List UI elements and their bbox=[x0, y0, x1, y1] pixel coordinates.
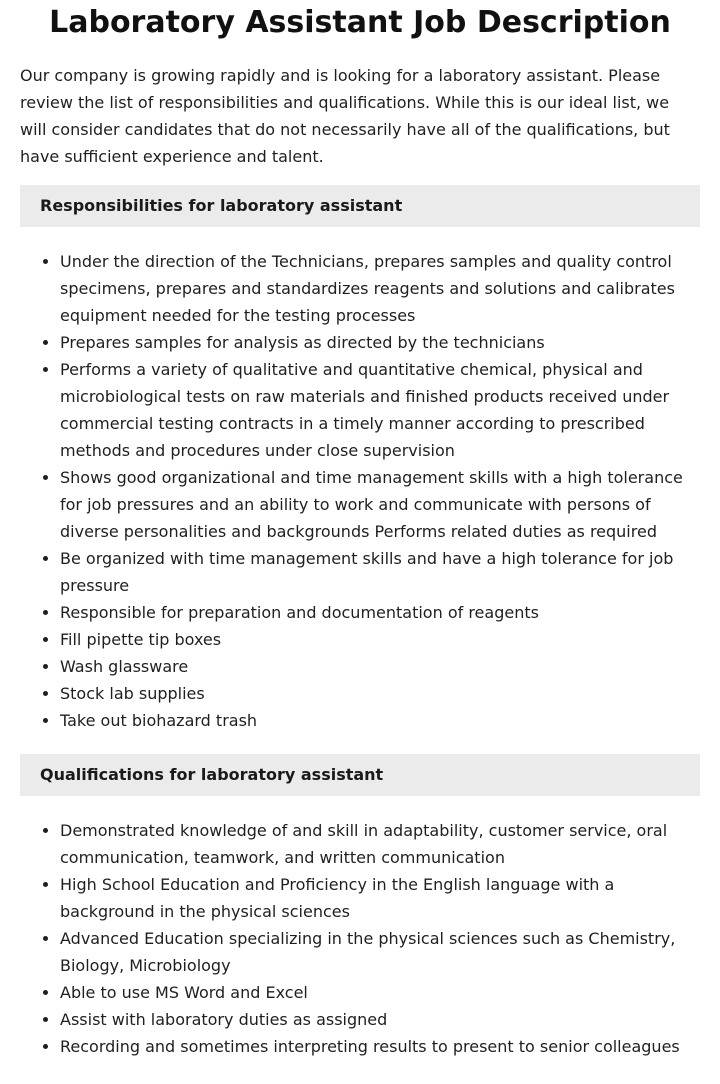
list-item: Responsible for preparation and documentation of reagents bbox=[60, 599, 700, 626]
list-item: Be organized with time management skills and have a high tolerance for job pressure bbox=[60, 545, 700, 599]
list-item: Recording and sometimes interpreting results to present to senior colleagues bbox=[60, 1033, 700, 1060]
list-item: Advanced Education specializing in the physical sciences such as Chemistry, Biology, Microbiology bbox=[60, 925, 700, 979]
list-item: Stock lab supplies bbox=[60, 680, 700, 707]
list-item: Assist with laboratory duties as assigned bbox=[60, 1006, 700, 1033]
list-item: Prepares samples for analysis as directed by the technicians bbox=[60, 329, 700, 356]
intro-paragraph: Our company is growing rapidly and is looking for a laboratory assistant. Please review the list of responsibilities and qualifications. While this is our ideal list, we will consider candidates that do not necessarily have all of the qualifications, but have sufficient experience and talent. bbox=[20, 66, 670, 166]
list-item: High School Education and Proficiency in the English language with a background in the physical sciences bbox=[60, 871, 700, 925]
list-item: Demonstrated knowledge of and skill in adaptability, customer service, oral communication, teamwork, and written communication bbox=[60, 817, 700, 871]
responsibilities-heading: Responsibilities for laboratory assistant bbox=[20, 185, 700, 227]
page-title: Laboratory Assistant Job Description bbox=[49, 5, 671, 40]
list-item: Fill pipette tip boxes bbox=[60, 626, 700, 653]
list-item: Performs a variety of qualitative and quantitative chemical, physical and microbiological tests on raw materials and finished products received under commercial testing contracts in a timely manner according to prescribed methods and procedures under close supervision bbox=[60, 356, 700, 464]
list-item: Able to use MS Word and Excel bbox=[60, 979, 700, 1006]
qualifications-list bbox=[20, 817, 700, 1060]
responsibilities-list bbox=[20, 248, 700, 734]
qualifications-heading: Qualifications for laboratory assistant bbox=[20, 754, 700, 796]
list-item: Take out biohazard trash bbox=[60, 707, 700, 734]
list-item: Under the direction of the Technicians, prepares samples and quality control specimens, prepares and standardizes reagents and solutions and calibrates equipment needed for the testing processes bbox=[60, 248, 700, 329]
list-item: Shows good organizational and time management skills with a high tolerance for job pressures and an ability to work and communicate with persons of diverse personalities and backgrounds Performs related duties as required bbox=[60, 464, 700, 545]
list-item: Wash glassware bbox=[60, 653, 700, 680]
